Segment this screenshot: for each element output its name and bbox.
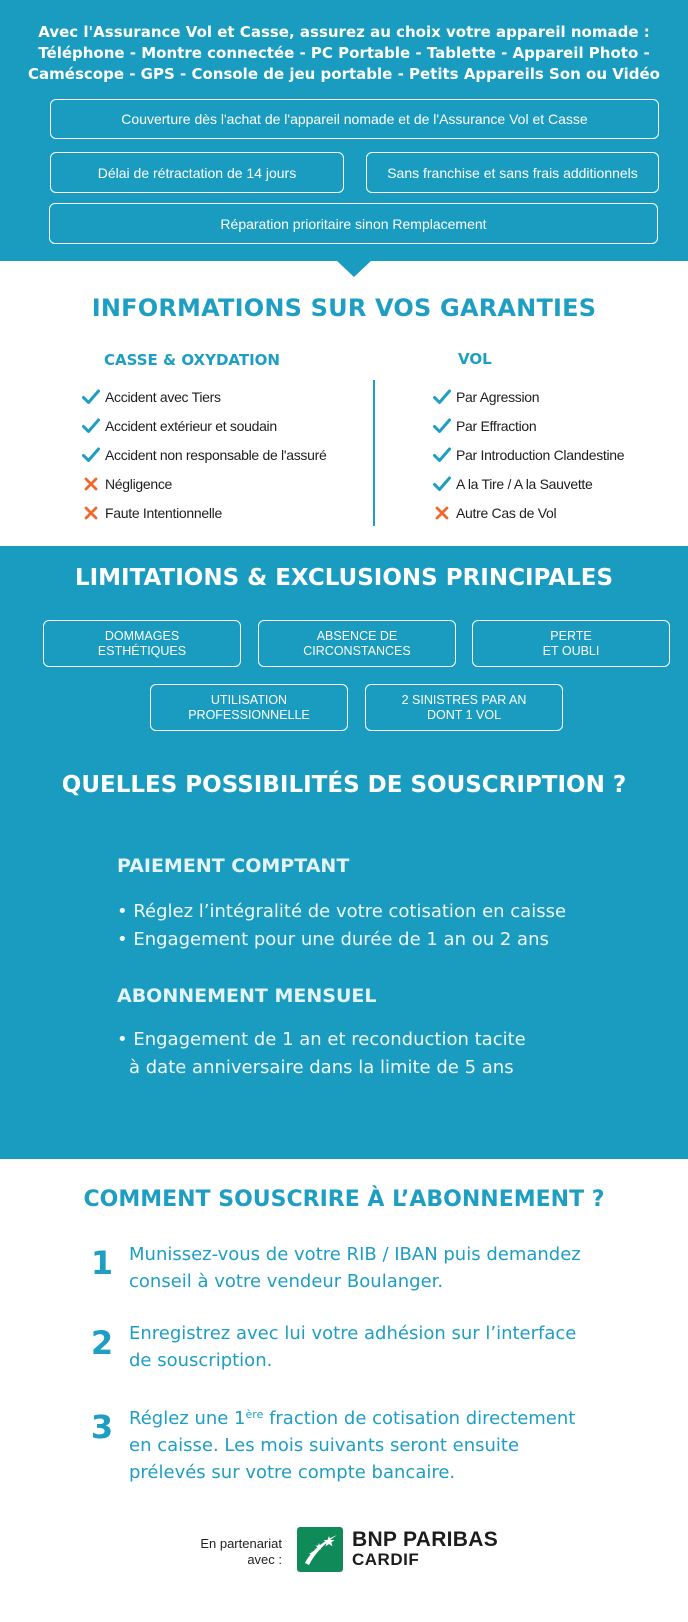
tag-sinistres bbox=[365, 684, 563, 731]
check-icon bbox=[80, 415, 102, 437]
feature-repair: Réparation prioritaire sinon Remplacement bbox=[49, 203, 658, 244]
casse-title: CASSE & OXYDATION bbox=[104, 351, 280, 369]
guarantee-item bbox=[80, 473, 172, 495]
cross-icon bbox=[80, 502, 102, 524]
step-line bbox=[129, 1405, 639, 1432]
partner-line-1: En partenariat bbox=[200, 1536, 282, 1551]
tag-utilisation bbox=[150, 684, 348, 731]
tag-perte bbox=[472, 620, 670, 667]
guarantees-title: INFORMATIONS SUR VOS GARANTIES bbox=[91, 294, 597, 322]
guarantee-item bbox=[80, 502, 222, 524]
feature-withdrawal: Délai de rétractation de 14 jours bbox=[50, 152, 344, 193]
step-number-2: 2 bbox=[90, 1324, 114, 1362]
tag-dommages bbox=[43, 620, 241, 667]
tag-line: 2 SINISTRES PAR AN bbox=[401, 692, 527, 707]
bnp-stars-logo-icon bbox=[297, 1527, 343, 1572]
guarantee-label: Par Effraction bbox=[456, 418, 537, 434]
tag-line: ET OUBLI bbox=[542, 643, 600, 658]
guarantee-label: A la Tire / A la Sauvette bbox=[456, 476, 593, 492]
guarantee-label: Faute Intentionnelle bbox=[105, 505, 222, 521]
tag-line: ABSENCE DE bbox=[316, 628, 398, 643]
intro-line-2: Téléphone - Montre connectée - PC Portable - Tablette - Appareil Photo - bbox=[38, 44, 650, 62]
guarantee-item bbox=[431, 473, 592, 495]
check-icon bbox=[431, 386, 453, 408]
tag-line: DOMMAGES bbox=[104, 628, 180, 643]
guarantee-item bbox=[431, 444, 624, 466]
tag-line: DONT 1 VOL bbox=[426, 707, 502, 722]
monthly-line-1: • Engagement de 1 an et reconduction tacite bbox=[117, 1029, 526, 1050]
guarantee-label: Par Agression bbox=[456, 389, 540, 405]
vol-title: VOL bbox=[458, 350, 492, 368]
check-icon bbox=[80, 386, 102, 408]
check-icon bbox=[431, 415, 453, 437]
guarantee-label: Par Introduction Clandestine bbox=[456, 447, 625, 463]
step-text-3 bbox=[129, 1405, 639, 1486]
brand-line-1: BNP PARIBAS bbox=[352, 1528, 499, 1551]
feature-coverage: Couverture dès l'achat de l'appareil nomade et de l'Assurance Vol et Casse bbox=[50, 99, 659, 139]
cross-icon bbox=[80, 473, 102, 495]
guarantee-item bbox=[431, 386, 539, 408]
step-number-1: 1 bbox=[90, 1244, 114, 1282]
subscription-title: QUELLES POSSIBILITÉS DE SOUSCRIPTION ? bbox=[61, 772, 627, 798]
guarantee-item bbox=[431, 502, 556, 524]
guarantee-label: Accident extérieur et soudain bbox=[105, 418, 277, 434]
tag-absence bbox=[258, 620, 456, 667]
tag-line: PROFESSIONNELLE bbox=[188, 707, 310, 722]
feature-no-deductible: Sans franchise et sans frais additionnels bbox=[366, 152, 659, 193]
step-text-2 bbox=[129, 1320, 639, 1374]
intro-line-3: Caméscope - GPS - Console de jeu portable - Petits Appareils Son ou Vidéo bbox=[28, 65, 660, 83]
guarantee-label: Accident non responsable de l'assuré bbox=[105, 447, 327, 463]
partner-line-2: avec : bbox=[247, 1552, 282, 1567]
check-icon bbox=[431, 473, 453, 495]
monthly-title: ABONNEMENT MENSUEL bbox=[117, 985, 377, 1007]
cash-title: PAIEMENT COMPTANT bbox=[117, 855, 350, 877]
intro-line-1: Avec l'Assurance Vol et Casse, assurez au choix votre appareil nomade : bbox=[38, 23, 650, 41]
guarantee-item bbox=[80, 415, 277, 437]
superscript: ère bbox=[245, 1408, 264, 1421]
partner-text bbox=[170, 1536, 282, 1568]
column-divider bbox=[373, 380, 375, 526]
tag-line: UTILISATION bbox=[210, 692, 288, 707]
step-line: Enregistrez avec lui votre adhésion sur l’interface bbox=[129, 1323, 577, 1344]
guarantee-label: Accident avec Tiers bbox=[105, 389, 221, 405]
cash-line-2: • Engagement pour une durée de 1 an ou 2 ans bbox=[117, 929, 549, 950]
guarantee-item bbox=[431, 415, 536, 437]
cross-icon bbox=[431, 502, 453, 524]
tag-line: CIRCONSTANCES bbox=[303, 643, 411, 658]
brand-logo bbox=[352, 1529, 498, 1569]
tag-line: ESTHÉTIQUES bbox=[97, 643, 187, 658]
intro-text bbox=[20, 22, 668, 85]
check-icon bbox=[80, 444, 102, 466]
limitations-title: LIMITATIONS & EXCLUSIONS PRINCIPALES bbox=[74, 565, 614, 591]
step-number-3: 3 bbox=[90, 1408, 114, 1446]
step-text-1 bbox=[129, 1241, 639, 1295]
tag-line: PERTE bbox=[550, 628, 592, 643]
step-line: Munissez-vous de votre RIB / IBAN puis demandez bbox=[129, 1244, 581, 1265]
step-line: de souscription. bbox=[129, 1350, 273, 1371]
how-title: COMMENT SOUSCRIRE À L’ABONNEMENT ? bbox=[83, 1187, 605, 1212]
brand-line-2: CARDIF bbox=[352, 1550, 420, 1569]
guarantee-item bbox=[80, 386, 221, 408]
cash-line-1: • Réglez l’intégralité de votre cotisation en caisse bbox=[117, 901, 567, 922]
step-line-part: fraction de cotisation directement bbox=[263, 1408, 576, 1429]
step-line: conseil à votre vendeur Boulanger. bbox=[129, 1271, 444, 1292]
guarantee-item bbox=[80, 444, 326, 466]
section-pointer bbox=[336, 260, 372, 277]
monthly-line-2: à date anniversaire dans la limite de 5 ans bbox=[129, 1057, 514, 1078]
check-icon bbox=[431, 444, 453, 466]
guarantee-label: Autre Cas de Vol bbox=[456, 505, 557, 521]
guarantee-label: Négligence bbox=[105, 476, 173, 492]
step-line: en caisse. Les mois suivants seront ensuite bbox=[129, 1435, 520, 1456]
step-line-part: Réglez une 1 bbox=[129, 1408, 246, 1429]
step-line: prélevés sur votre compte bancaire. bbox=[129, 1462, 456, 1483]
